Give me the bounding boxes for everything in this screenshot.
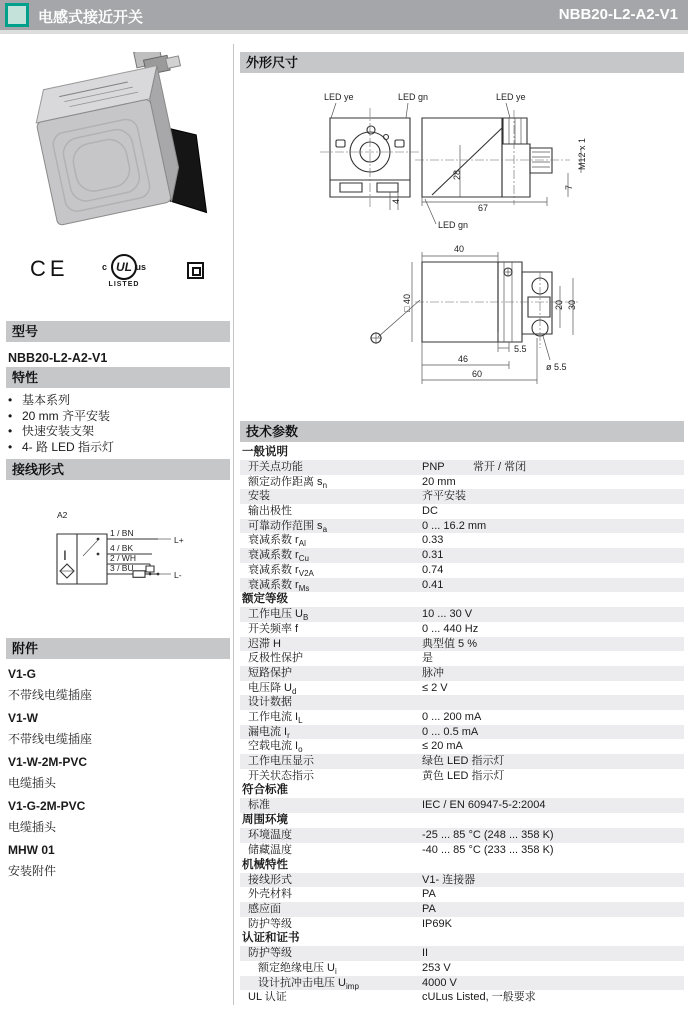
features-list [6, 388, 230, 455]
feature-item: • 快速安装支架 [8, 424, 95, 438]
tech-row-value: -25 ... 85 °C (248 ... 358 K) [422, 829, 554, 842]
ul-listed-mark [100, 254, 148, 290]
tech-row [240, 681, 684, 696]
tech-row [240, 548, 684, 563]
tech-row-label: 衰减系数 $r_{Al}$ [248, 534, 306, 549]
tech-row [240, 563, 684, 578]
svg-text:7: 7 [564, 184, 574, 190]
tech-row [240, 651, 684, 666]
tech-row [240, 725, 684, 740]
tech-row [240, 873, 684, 888]
accessory-name: V1-W-2M-PVC [8, 755, 88, 769]
model-section-title: 型号 [6, 321, 230, 342]
tech-row-value: PNP [422, 461, 445, 473]
tech-row-label: 开关点功能 [248, 461, 303, 473]
tech-row-label: 工作电压 $U_B$ [248, 608, 309, 623]
svg-text:LED gn: LED gn [398, 92, 429, 102]
tech-row-value: 0 ... 16.2 mm [422, 519, 487, 532]
tech-row-label: 额定绝缘电压 $U_i$ [258, 961, 337, 977]
dimensions-section [240, 52, 684, 73]
svg-text:M12 x 1: M12 x 1 [577, 137, 587, 170]
accessory-description: 不带线电缆插座 [8, 688, 93, 702]
svg-text:LED ye: LED ye [324, 92, 354, 102]
features-section [6, 367, 230, 455]
header-shadow [0, 30, 688, 34]
accessories-section [6, 638, 230, 879]
tech-row [240, 622, 684, 637]
tech-row-value: 0.33 [422, 534, 444, 547]
class-ii-insulation-icon [187, 262, 204, 279]
svg-text:ø 5.5: ø 5.5 [546, 362, 567, 372]
svg-text:5.5: 5.5 [514, 344, 527, 354]
svg-text:67: 67 [478, 203, 489, 213]
tech-row-value: ≤ 2 V [422, 681, 448, 694]
tech-row-value: II [422, 947, 429, 960]
tech-row-label: 设计数据 [248, 696, 292, 709]
svg-text:4 / BK: 4 / BK [110, 543, 134, 553]
accessories-section-title: 附件 [6, 638, 230, 659]
tech-row [240, 504, 684, 519]
model-number: NBB20-L2-A2-V1 [8, 351, 108, 365]
accessory-description: 不带线电缆插座 [8, 732, 93, 746]
svg-text:60: 60 [472, 369, 483, 379]
tech-row [240, 990, 684, 1005]
tech-row [240, 917, 684, 932]
ul-listed-label: LISTED [108, 281, 140, 288]
tech-row [240, 533, 684, 548]
tech-row-value: 10 ... 30 V [422, 608, 473, 621]
product-photo [12, 52, 220, 252]
tech-row-value: 是 [422, 652, 433, 665]
accessory-name: V1-G [8, 667, 37, 681]
tech-row-value: 典型值 5 % [422, 637, 478, 650]
tech-row-value: DC [422, 505, 438, 518]
accessory-description: 电缆插头 [8, 776, 57, 790]
tech-row [240, 578, 684, 593]
tech-row-value: PA [422, 902, 436, 915]
column-divider [233, 44, 234, 1005]
tech-row-label: 标准 [248, 799, 270, 812]
svg-text:L+: L+ [174, 535, 184, 545]
svg-text:□ 40: □ 40 [402, 294, 412, 312]
page-title: 电感式接近开关 [38, 9, 144, 26]
tech-subsection-header: 周围环境 [242, 814, 288, 827]
ul-circle-logo: UL [111, 254, 137, 280]
tech-row-value: -40 ... 85 °C (233 ... 358 K) [422, 843, 554, 856]
tech-row-label: 漏电流 $I_r$ [248, 725, 290, 740]
tech-row-label: 衰减系数 $r_{Ms}$ [248, 578, 310, 593]
svg-text:20: 20 [554, 299, 564, 310]
svg-text:28: 28 [452, 169, 462, 180]
tech-row-label: 外壳材料 [248, 888, 292, 901]
tech-row-value-2: 常开 / 常闭 [473, 461, 527, 473]
tech-row [240, 695, 684, 710]
svg-text:40: 40 [454, 244, 465, 254]
tech-row-label: 开关频率 f [248, 622, 299, 635]
tech-row-label: 防护等级 [248, 947, 292, 960]
tech-row-label: 设计抗冲击电压 $U_{imp}$ [258, 976, 359, 991]
tech-row [240, 710, 684, 725]
tech-row [240, 887, 684, 902]
tech-row-value: 4000 V [422, 976, 457, 989]
tech-row-value: 脉冲 [422, 666, 444, 679]
tech-row-label: 额定动作距离 $s_n$ [248, 475, 328, 490]
svg-text:A2: A2 [57, 510, 68, 520]
tech-row [240, 769, 684, 784]
tech-row [240, 739, 684, 754]
tech-row-label: 可靠动作范围 $s_a$ [248, 519, 328, 534]
svg-text:I: I [63, 547, 67, 563]
tech-row-value: 0 ... 440 Hz [422, 622, 479, 635]
tech-subsection-header: 机械特性 [242, 858, 288, 871]
feature-item: • 基本系列 [8, 393, 71, 407]
wiring-diagram [40, 502, 225, 597]
tech-row-value: ≤ 20 mA [422, 740, 463, 753]
tech-row-value: 0.41 [422, 578, 444, 591]
tech-row-value: 0 ... 0.5 mA [422, 725, 479, 738]
tech-subsection-header: 额定等级 [242, 593, 288, 606]
tech-row-value: IP69K [422, 917, 452, 930]
tech-row-value: cULus Listed, 一般要求 [422, 991, 536, 1004]
tech-row-value: PA [422, 888, 436, 901]
tech-row [240, 961, 684, 976]
tech-row-value: 20 mm [422, 475, 456, 488]
tech-row-label: 电压降 $U_d$ [248, 681, 297, 696]
svg-text:1 / BN: 1 / BN [110, 528, 134, 538]
tech-section-title: 技术参数 [240, 421, 684, 442]
tech-row [240, 976, 684, 991]
tech-row-label: 工作电流 $I_L$ [248, 711, 303, 726]
tech-section [240, 421, 684, 1005]
tech-row-label: 环境温度 [248, 829, 292, 842]
tech-row-label: 空载电流 $I_o$ [248, 740, 303, 755]
accessory-name: MHW 01 [8, 843, 55, 857]
feature-item: • 20 mm 齐平安装 [8, 408, 111, 423]
tech-subsection-header: 符合标准 [242, 784, 288, 797]
tech-row-label: UL 认证 [248, 991, 287, 1004]
tech-row-value: V1- 连接器 [422, 873, 476, 886]
tech-row [240, 475, 684, 490]
tech-row-value: IEC / EN 60947-5-2:2004 [422, 799, 546, 812]
tech-row-label: 感应面 [248, 902, 281, 915]
tech-row [240, 666, 684, 681]
svg-text:30: 30 [567, 299, 577, 310]
tech-row-label: 开关状态指示 [248, 769, 314, 782]
tech-row-label: 安装 [248, 490, 270, 503]
tech-row-label: 衰减系数 $r_{Cu}$ [248, 549, 309, 564]
svg-text:L-: L- [174, 570, 182, 580]
tech-row [240, 754, 684, 769]
tech-row [240, 489, 684, 504]
ce-mark: CE [30, 256, 69, 281]
tech-row-label: 工作电压显示 [248, 755, 314, 768]
tech-row-label: 输出极性 [248, 505, 292, 518]
svg-text:3 / BU: 3 / BU [110, 563, 134, 573]
svg-text:46: 46 [458, 354, 469, 364]
wiring-section-title: 接线形式 [6, 459, 230, 480]
tech-row-value: 黄色 LED 指示灯 [422, 769, 505, 782]
tech-row-label: 防护等级 [248, 917, 292, 930]
tech-row [240, 946, 684, 961]
tech-row [240, 828, 684, 843]
tech-row-label: 反极性保护 [248, 652, 303, 665]
tech-row-value: 绿色 LED 指示灯 [422, 755, 505, 768]
svg-text:LED ye: LED ye [496, 92, 526, 102]
tech-row-value: 0 ... 200 mA [422, 711, 482, 723]
tech-row [240, 843, 684, 858]
tech-subsection-header: 一般说明 [242, 446, 288, 458]
tech-row-label: 迟滞 H [248, 637, 281, 650]
tech-row-label: 储藏温度 [248, 843, 292, 856]
ul-us-label: us [135, 262, 146, 272]
tech-row-value: 0.74 [422, 563, 444, 576]
tech-row [240, 519, 684, 534]
dimensions-section-title: 外形尺寸 [240, 52, 684, 73]
svg-text:2 / WH: 2 / WH [110, 553, 136, 563]
accessory-description: 电缆插头 [8, 820, 57, 834]
tech-row-value: 0.31 [422, 549, 444, 562]
accessory-name: V1-G-2M-PVC [8, 799, 86, 813]
features-section-title: 特性 [6, 367, 230, 388]
tech-row [240, 607, 684, 622]
accessory-description: 安装附件 [8, 864, 57, 878]
dimension-drawing [240, 80, 688, 420]
svg-text:LED gn: LED gn [438, 220, 469, 230]
tech-row-value: 253 V [422, 961, 451, 974]
tech-subsection-header: 认证和证书 [242, 932, 300, 945]
svg-text:4: 4 [391, 198, 401, 204]
tech-table [240, 442, 684, 1005]
tech-row-label: 衰减系数 $r_{V2A}$ [248, 563, 314, 578]
tech-row [240, 902, 684, 917]
header-model-number: NBB20-L2-A2-V1 [558, 6, 678, 23]
tech-row-value: 齐平安装 [422, 490, 466, 503]
model-section [6, 321, 230, 365]
accessories-list [6, 667, 230, 879]
tech-row [240, 637, 684, 652]
tech-row [240, 798, 684, 813]
tech-row [240, 460, 684, 475]
feature-item: • 4- 路 LED 指示灯 [8, 439, 115, 454]
ul-c-label: c [102, 262, 108, 272]
accessory-name: V1-W [8, 711, 38, 725]
brand-square-icon [5, 3, 29, 27]
wiring-section [6, 459, 230, 602]
tech-row-label: 短路保护 [248, 666, 292, 679]
tech-row-label: 接线形式 [248, 873, 292, 886]
